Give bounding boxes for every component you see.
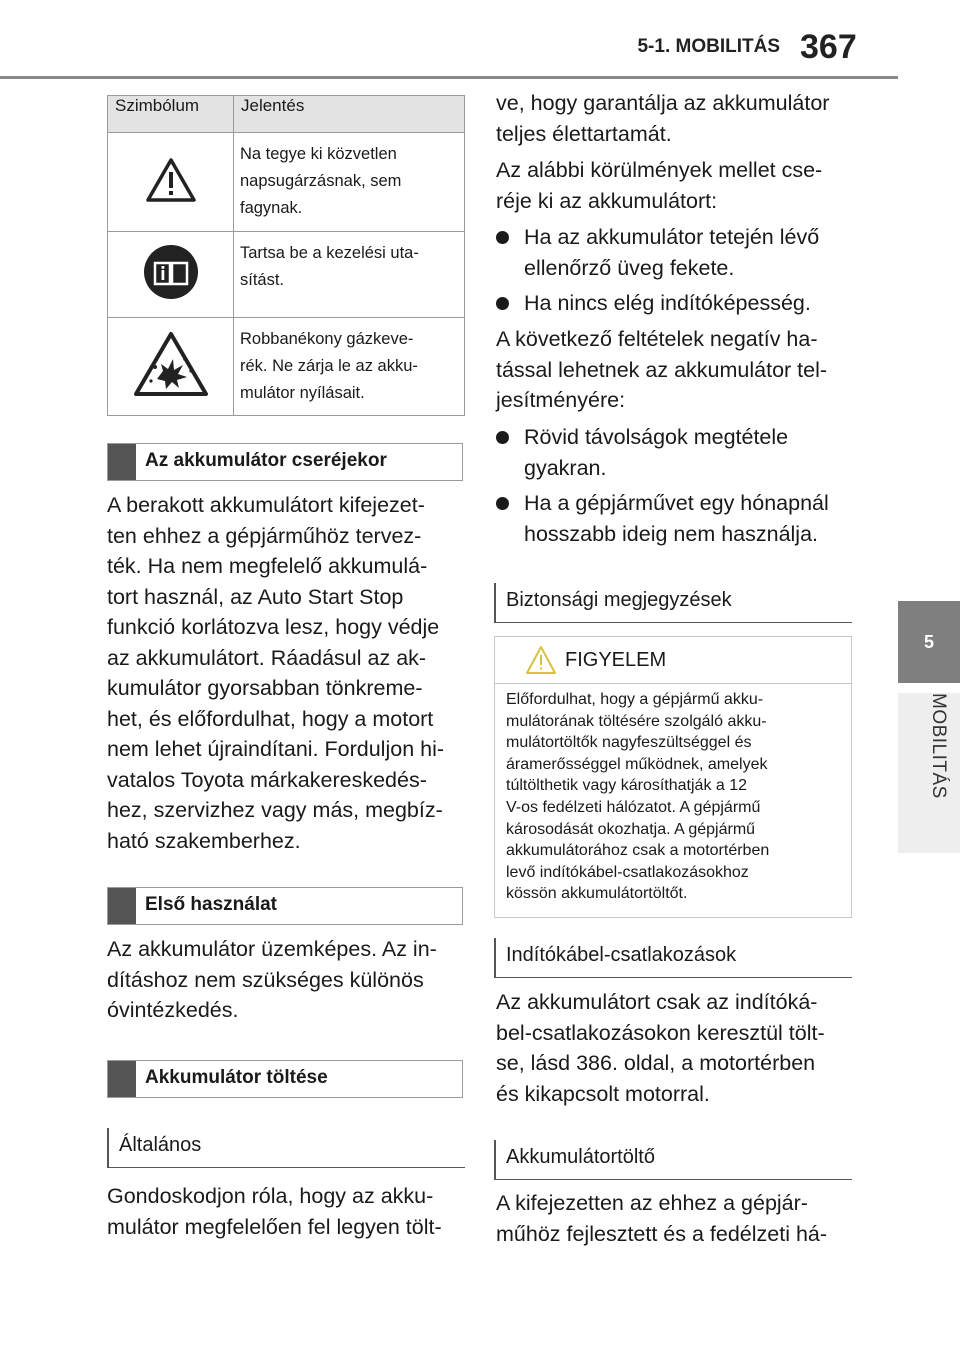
warning-title: FIGYELEM: [565, 649, 667, 671]
section-header-first-use: Első használat: [107, 887, 463, 925]
section-title: 5-1. MOBILITÁS: [637, 36, 780, 57]
section-header-battery-replacement: Az akkumulátor cseréjekor: [107, 443, 463, 481]
jumper-cable-text: Az akkumulátort csak az indítóká- bel-csatlakozásokon keresztül tölt- se, lásd 386. oldal, a motortérben és kikapcsolt motorral.: [496, 990, 825, 1106]
symbol-cell: [108, 318, 234, 416]
list-item: Ha nincs elég indítóképesség.: [496, 288, 856, 320]
list-item: Ha a gépjárművet egy hónapnál hosszabb ideig nem használja.: [496, 488, 856, 550]
symbol-meaning: Na tegye ki közvetlen napsugárzásnak, sem fagynak.: [234, 133, 465, 232]
symbol-meaning: Robbanékony gázkeve- rék. Ne zárja le az akku- mulátor nyílásait.: [234, 318, 465, 416]
manual-book-icon: [143, 244, 199, 300]
list-item: Ha az akkumulátor tetején lévő ellenőrző üveg fekete.: [496, 222, 856, 284]
page-number: 367: [800, 28, 857, 66]
col-meaning-header: Jelentés: [234, 96, 465, 133]
col-symbol-header: Szimbólum: [108, 96, 234, 133]
symbol-cell: [108, 232, 234, 318]
section-header-charging: Akkumulátor töltése: [107, 1060, 463, 1098]
symbol-meaning: Tartsa be a kezelési uta- sítást.: [234, 232, 465, 318]
chapter-number-tab: 5: [898, 601, 960, 683]
warning-triangle-icon: [145, 157, 197, 203]
explosion-hazard-icon: [133, 331, 209, 397]
battery-replacement-text: A berakott akkumulátort kifejezet- ten ehhez a gépjárműhöz tervez- ték. Ha nem megfelelő akkumulá- tort használ, az Auto Start Stop funkció korlátozva lesz, hogy védje az akkumulátort. Ráadásul az ak- kumulátor gyorsabban tönkreme- het, és előfordulhat, hogy a motort nem lehet újraindítani. Forduljon hi- vatalos Toyota márkakereskedés- hez, szervizhez vagy más, megbíz- ható szakemberhez.: [107, 493, 445, 853]
subheading-battery-charger: Akkumulátortöltő: [494, 1140, 852, 1180]
battery-charger-text: A kifejezetten az ehhez a gépjár- műhöz fejlesztett és a fedélzeti há-: [496, 1191, 828, 1246]
bullet-icon: [496, 231, 509, 244]
subheading-jumper-cable: Indítókábel-csatlakozások: [494, 938, 852, 978]
chapter-title-tab: [898, 693, 960, 853]
bullet-icon: [496, 431, 509, 444]
replacement-conditions-text: Az alábbi körülmények mellet cse- réje ki az akkumulátort:: [496, 158, 823, 213]
warning-text: Előfordulhat, hogy a gépjármű akku- mulátorának töltésére szolgáló akku- mulátortöltők nagyfeszültséggel és áramerősséggel működnek, amelyek túltölthetik vagy károsíthatják a 12 V-os fedélzeti hálózatot. A gépjármű károsodását okozhatja. A gépjármű akkumulátorához csak a motortérben levő indítókábel-csatlakozásokhoz kössön akkumulátortöltőt.: [506, 691, 770, 903]
symbol-table: [107, 95, 465, 416]
warning-box: [494, 636, 852, 918]
chapter-title: MOBILITÁS: [928, 693, 949, 799]
subheading-general: Általános: [107, 1128, 465, 1168]
bullet-icon: [496, 297, 509, 310]
first-use-text: Az akkumulátor üzemképes. Az in- dításhoz nem szükséges különös óvintézkedés.: [107, 937, 437, 1022]
caution-triangle-icon: [525, 645, 557, 675]
header-divider: [0, 76, 898, 79]
charging-text: Gondoskodjon róla, hogy az akku- mulátor megfelelően fel legyen tölt-: [107, 1184, 442, 1239]
list-item: Rövid távolságok megtétele gyakran.: [496, 422, 856, 484]
bullet-icon: [496, 497, 509, 510]
subheading-safety-notes: Biztonsági megjegyzések: [494, 583, 852, 623]
negative-effects-text: A következő feltételek negatív ha- tással lehetnek az akkumulátor tel- jesítményére:: [496, 327, 828, 412]
intro-text: ve, hogy garantálja az akkumulátor teljes élettartamát.: [496, 91, 830, 146]
symbol-cell: [108, 133, 234, 232]
